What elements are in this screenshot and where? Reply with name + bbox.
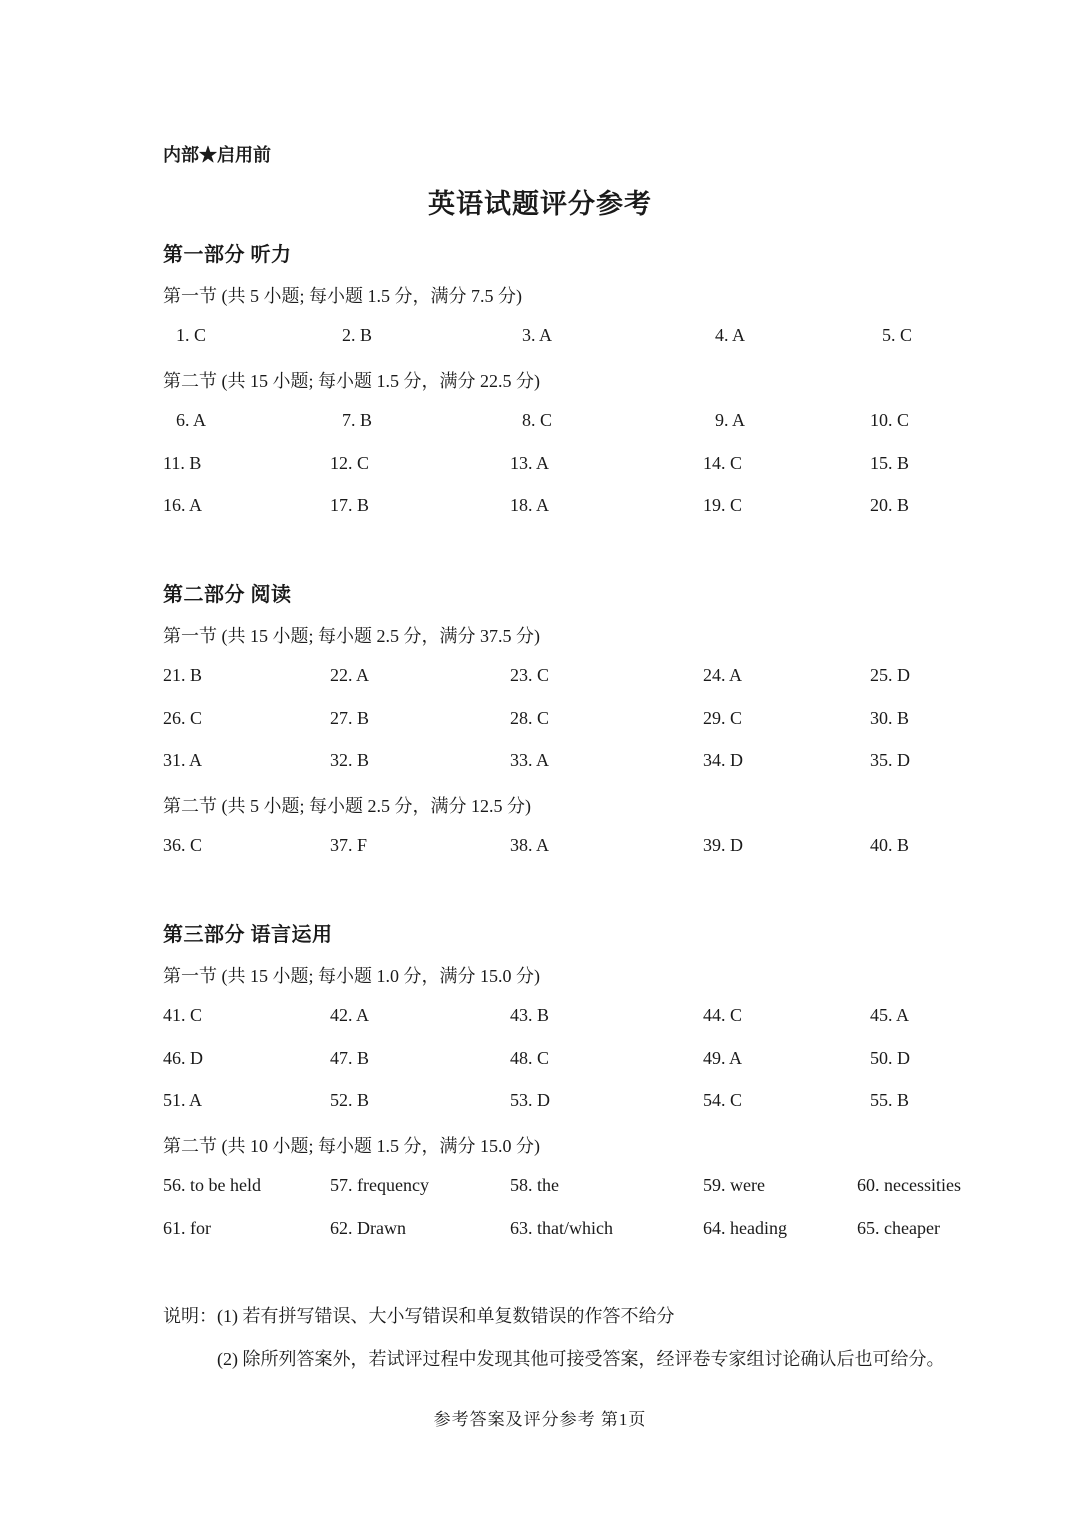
answer-item: 33. A (510, 750, 550, 770)
answer-row (0, 665, 1080, 691)
answer-item: 26. C (163, 708, 203, 728)
part-1-section-2-title: 第二节 (共 15 小题; 每小题 1.5 分，满分 22.5 分) (163, 371, 540, 391)
answer-row (0, 453, 1080, 479)
answer-item: 50. D (870, 1048, 910, 1068)
answer-item: 35. D (870, 750, 910, 770)
answer-item: 40. B (870, 835, 910, 855)
answer-item: 1. C (176, 325, 207, 345)
answer-item: 18. A (510, 495, 550, 515)
answer-item: 4. A (715, 325, 746, 345)
answer-item: 43. B (510, 1005, 550, 1025)
answer-item: 2. B (342, 325, 373, 345)
part-3-section-1-title: 第一节 (共 15 小题; 每小题 1.0 分，满分 15.0 分) (163, 966, 540, 986)
answer-row (0, 708, 1080, 734)
answer-item: 64. heading (703, 1218, 787, 1238)
answer-item: 59. were (703, 1175, 765, 1195)
answer-item: 6. A (176, 410, 207, 430)
answer-item: 57. frequency (330, 1175, 429, 1195)
answer-item: 24. A (703, 665, 743, 685)
page-footer: 参考答案及评分参考 第1页 (433, 1410, 647, 1429)
answer-item: 9. A (715, 410, 746, 430)
answer-item: 13. A (510, 453, 550, 473)
answer-item: 38. A (510, 835, 550, 855)
answer-item: 3. A (522, 325, 553, 345)
answer-item: 42. A (330, 1005, 370, 1025)
answer-item: 62. Drawn (330, 1218, 406, 1238)
answer-item: 23. C (510, 665, 550, 685)
answer-item: 12. C (330, 453, 370, 473)
answer-item: 21. B (163, 665, 203, 685)
note-1: 说明：(1) 若有拼写错误、大小写错误和单复数错误的作答不给分 (163, 1306, 675, 1326)
part-1-section-1-title: 第一节 (共 5 小题; 每小题 1.5 分，满分 7.5 分) (163, 286, 522, 306)
answer-item: 54. C (703, 1090, 743, 1110)
answer-item: 5. C (882, 325, 913, 345)
answer-item: 58. the (510, 1175, 559, 1195)
answer-row (0, 325, 1080, 351)
answer-row (0, 835, 1080, 861)
answer-item: 16. A (163, 495, 203, 515)
answer-row (0, 1090, 1080, 1116)
answer-item: 31. A (163, 750, 203, 770)
answer-item: 8. C (522, 410, 553, 430)
answer-item: 34. D (703, 750, 743, 770)
answer-item: 49. A (703, 1048, 743, 1068)
answer-row (0, 1175, 1080, 1201)
answer-item: 39. D (703, 835, 743, 855)
answer-item: 20. B (870, 495, 910, 515)
answer-item: 44. C (703, 1005, 743, 1025)
answer-item: 7. B (342, 410, 373, 430)
answer-item: 37. F (330, 835, 368, 855)
answer-item: 61. for (163, 1218, 211, 1238)
answer-row (0, 495, 1080, 521)
answer-item: 19. C (703, 495, 743, 515)
answer-row (0, 410, 1080, 436)
answer-row (0, 750, 1080, 776)
page-title: 英语试题评分参考 (428, 189, 652, 219)
answer-row (0, 1218, 1080, 1244)
answer-item: 63. that/which (510, 1218, 613, 1238)
part-2-title: 第二部分 阅读 (163, 584, 292, 606)
answer-item: 28. C (510, 708, 550, 728)
answer-item: 53. D (510, 1090, 550, 1110)
confidential-label: 内部★启用前 (163, 145, 271, 165)
part-2-section-2-title: 第二节 (共 5 小题; 每小题 2.5 分，满分 12.5 分) (163, 796, 531, 816)
answer-item: 56. to be held (163, 1175, 261, 1195)
answer-item: 30. B (870, 708, 910, 728)
answer-row (0, 1005, 1080, 1031)
answer-item: 36. C (163, 835, 203, 855)
answer-item: 32. B (330, 750, 370, 770)
answer-item: 51. A (163, 1090, 203, 1110)
answer-item: 52. B (330, 1090, 370, 1110)
answer-item: 17. B (330, 495, 370, 515)
part-2-section-1-title: 第一节 (共 15 小题; 每小题 2.5 分，满分 37.5 分) (163, 626, 540, 646)
answer-item: 47. B (330, 1048, 370, 1068)
answer-item: 45. A (870, 1005, 910, 1025)
note-2: (2) 除所列答案外，若试评过程中发现其他可接受答案，经评卷专家组讨论确认后也可给分。 (217, 1349, 945, 1369)
answer-item: 46. D (163, 1048, 203, 1068)
answer-item: 60. necessities (857, 1175, 961, 1195)
answer-item: 14. C (703, 453, 743, 473)
answer-item: 55. B (870, 1090, 910, 1110)
answer-item: 27. B (330, 708, 370, 728)
answer-item: 25. D (870, 665, 910, 685)
answer-item: 65. cheaper (857, 1218, 940, 1238)
answer-item: 15. B (870, 453, 910, 473)
answer-row (0, 1048, 1080, 1074)
answer-item: 11. B (163, 453, 202, 473)
part-1-title: 第一部分 听力 (163, 244, 292, 266)
part-3-title: 第三部分 语言运用 (163, 924, 333, 946)
answer-item: 22. A (330, 665, 370, 685)
answer-item: 29. C (703, 708, 743, 728)
answer-item: 41. C (163, 1005, 203, 1025)
answer-item: 48. C (510, 1048, 550, 1068)
part-3-section-2-title: 第二节 (共 10 小题; 每小题 1.5 分，满分 15.0 分) (163, 1136, 540, 1156)
answer-item: 10. C (870, 410, 910, 430)
